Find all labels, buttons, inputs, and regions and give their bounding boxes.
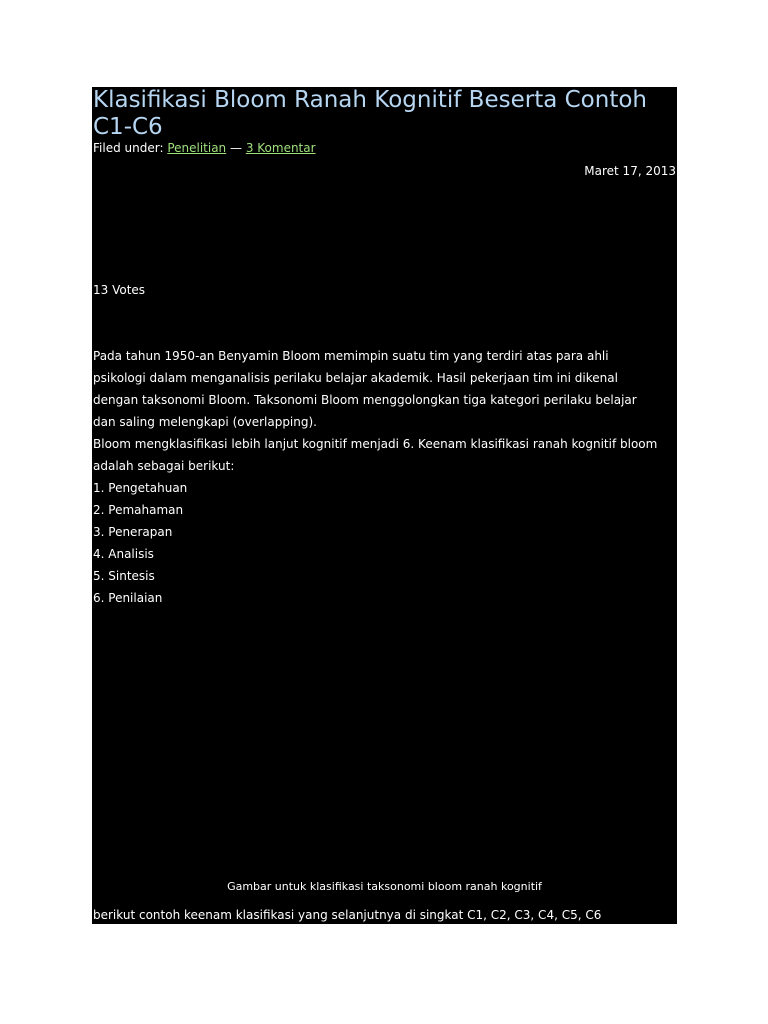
category-link[interactable]: Penelitian <box>167 141 227 155</box>
page-title: Klasifikasi Bloom Ranah Kognitif Beserta Contoh C1-C6 <box>93 87 647 140</box>
closing-paragraph: berikut contoh keenam klasifikasi yang selanjutnya di singkat C1, C2, C3, C4, C5, C6 <box>93 908 602 922</box>
document-page <box>92 87 677 924</box>
image-caption: Gambar untuk klasifikasi taksonomi bloom ranah kognitif <box>227 880 542 893</box>
list-item: 6. Penilaian <box>93 591 163 605</box>
body-line: dan saling melengkapi (overlapping). <box>93 415 317 429</box>
list-item: 3. Penerapan <box>93 525 173 539</box>
body-line: Pada tahun 1950-an Benyamin Bloom memimpin suatu tim yang terdiri atas para ahli <box>93 349 609 363</box>
body-line: dengan taksonomi Bloom. Taksonomi Bloom menggolongkan tiga kategori perilaku belajar <box>93 393 637 407</box>
list-item: 1. Pengetahuan <box>93 481 188 495</box>
comments-link[interactable]: 3 Komentar <box>245 141 316 155</box>
post-date: Maret 17, 2013 <box>584 164 676 178</box>
article-body <box>93 345 675 609</box>
votes-count: 13 Votes <box>93 283 146 297</box>
filed-under-label: Filed under: <box>93 141 168 155</box>
meta-separator: — <box>226 141 246 155</box>
post-meta <box>93 140 316 156</box>
list-item: 2. Pemahaman <box>93 503 184 517</box>
body-line: adalah sebagai berikut: <box>93 459 235 473</box>
body-line: psikologi dalam menganalisis perilaku belajar akademik. Hasil pekerjaan tim ini dikenal <box>93 371 618 385</box>
list-item: 5. Sintesis <box>93 569 155 583</box>
list-item: 4. Analisis <box>93 547 154 561</box>
body-line: Bloom mengklasifikasi lebih lanjut kognitif menjadi 6. Keenam klasifikasi ranah kognitif bloom <box>93 437 658 451</box>
